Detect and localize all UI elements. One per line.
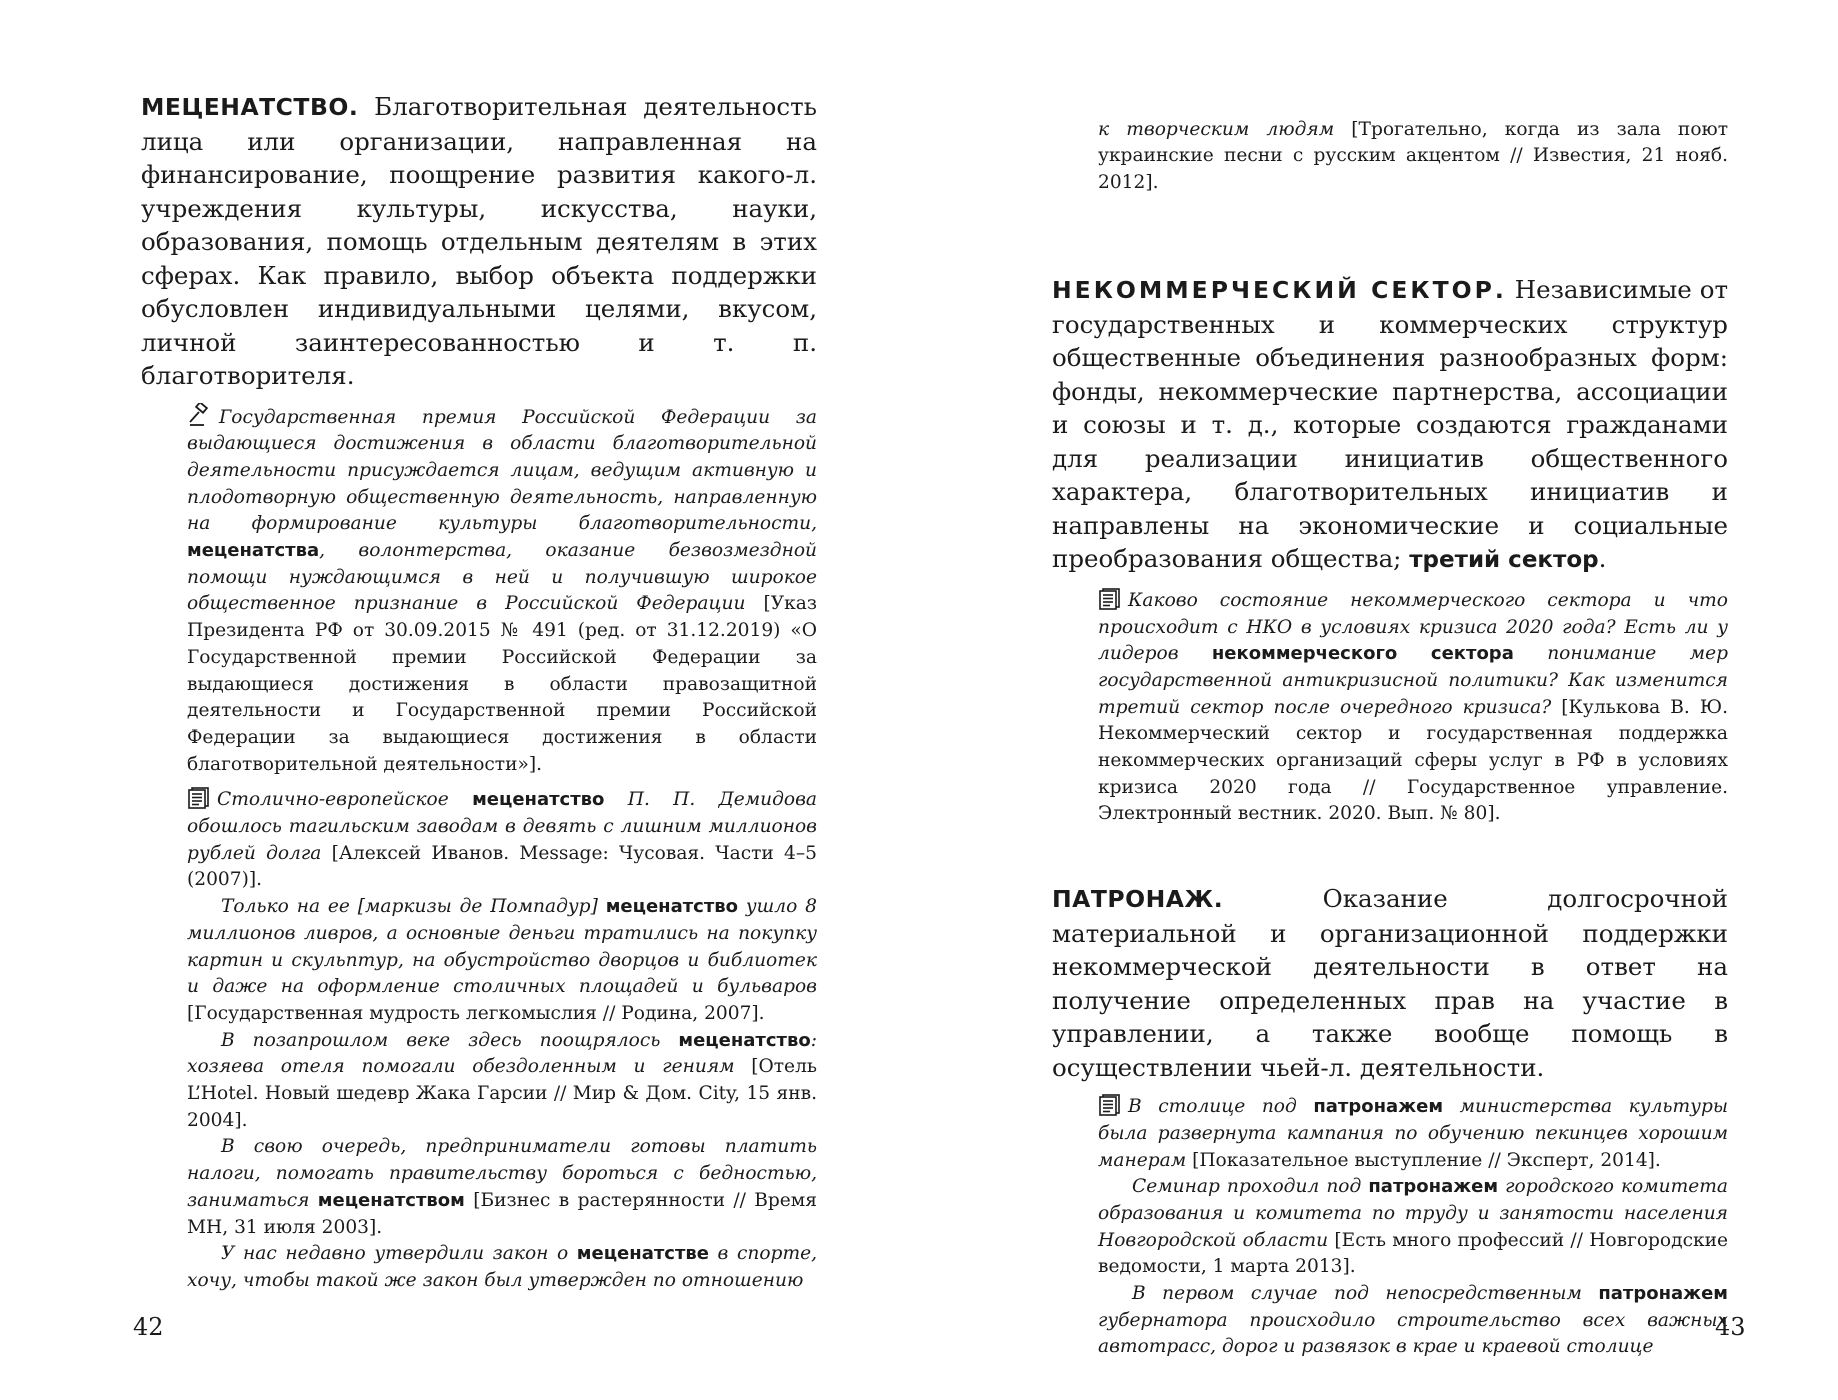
left-column bbox=[141, 90, 817, 1295]
example-text: В позапрошлом веке здесь поощрялось bbox=[221, 1029, 679, 1051]
example-text: Семинар проходил под bbox=[1132, 1176, 1369, 1198]
keyword: меценатства bbox=[187, 540, 320, 562]
example-item bbox=[187, 787, 817, 894]
example-item bbox=[1098, 1281, 1728, 1361]
example-text: У нас недавно утвердили закон о bbox=[221, 1243, 577, 1265]
example-item bbox=[1098, 1094, 1728, 1174]
synonym: третий сектор bbox=[1409, 547, 1599, 574]
page-number: 43 bbox=[1715, 1313, 1746, 1341]
keyword: меценатство bbox=[678, 1029, 811, 1051]
keyword: меценатством bbox=[317, 1189, 465, 1211]
example-item bbox=[1098, 1174, 1728, 1281]
source: [Показательное выступление // Эксперт, 2014]. bbox=[1186, 1149, 1661, 1171]
newspaper-icon bbox=[187, 787, 211, 809]
example-text: Столично-европейское bbox=[217, 789, 473, 811]
press-examples bbox=[187, 787, 817, 1294]
definition: Оказание долгосрочной материальной и организационной поддержки некоммерческой деятельности в ответ на получение определенных прав на участие в управлении, а также вообще помощь в осуществлении чьей-л. деятельности. bbox=[1052, 884, 1728, 1082]
example-text: губернатора происходило строительство всех важных автотрасс, дорог и развязок в крае и краевой столице bbox=[1098, 1309, 1728, 1358]
law-text-a: Государственная премия Российской Федерации за выдающиеся достижения в области благотворительной деятельности присуждается лицам, ведущим активную и плодотворную общественную деятельность, направленную на формирование культуры благотворительности, bbox=[187, 406, 817, 535]
headword: НЕКОММЕРЧЕСКИЙ СЕКТОР. bbox=[1052, 276, 1507, 305]
keyword: некоммерческого сектора bbox=[1211, 643, 1514, 665]
right-column bbox=[1052, 98, 1728, 1361]
source: [Кулькова В. Ю. Некоммерческий сектор и государственная поддержка некоммерческих организаций сферы услуг в РФ в условиях кризиса 2020 года // Государственное управление. Электронный вестник. 2020. Вып. № 80]. bbox=[1098, 696, 1728, 825]
example-item bbox=[1098, 588, 1728, 828]
source: [Государственная мудрость легкомыслия // Родина, 2007]. bbox=[187, 1002, 765, 1024]
example-text: Только на ее [маркизы де Помпадур] bbox=[221, 896, 606, 918]
example-text: В свою очередь, предприниматели готовы платить налоги, помогать правительству бороться с бедностью, заниматься bbox=[187, 1136, 817, 1211]
example-text: в спорте, хочу, чтобы такой же закон был утвержден по отношению bbox=[187, 1243, 817, 1291]
newspaper-icon bbox=[1098, 1094, 1122, 1116]
keyword: патронажем bbox=[1598, 1283, 1728, 1305]
synonym-end: . bbox=[1598, 544, 1607, 574]
example-text: понимание мер государственной антикризисной политики? Как изменится третий сектор после очередного кризиса? bbox=[1098, 643, 1728, 718]
definition: Независимые от государственных и коммерческих структур общественные объединения разнообразных форм: фонды, некоммерческие партнерства, ассоциации и союзы и т. д., которые создаются гражданами для реализации инициатив общественного характера, благотворительных инициатив и направлены на экономические и социальные преобразования общества; bbox=[1052, 275, 1728, 574]
source: [Есть много профессий // Новгородские ведомости, 1 марта 2013]. bbox=[1098, 1229, 1729, 1278]
right-page bbox=[919, 0, 1838, 1400]
example-text: ушло 8 миллионов ливров, а основные деньги тратились на покупку картин и скульптур, на обустройство дворцов и библиотек и даже на оформление столичных площадей и бульваров bbox=[187, 896, 817, 998]
headword: ПАТРОНАЖ. bbox=[1052, 885, 1224, 914]
source: [Указ Президента РФ от 30.09.2015 № 491 (ред. от 31.12.2019) «О Государственной премии Российской Федерации за выдающиеся достижения в области правозащитной деятельности и Государственной премии Российской Федерации за выдающиеся достижения в области благотворительной деятельности»]. bbox=[187, 593, 817, 775]
keyword: патронажем bbox=[1368, 1176, 1499, 1198]
keyword: меценатстве bbox=[576, 1243, 709, 1265]
keyword: меценатство bbox=[472, 789, 605, 811]
example-item bbox=[187, 1241, 817, 1294]
example-text: П. П. Демидова обошлось тагильским заводам в девять с лишним миллионов рублей долга bbox=[187, 789, 817, 864]
example-text: к творческим людям bbox=[1098, 118, 1335, 140]
examples-block bbox=[187, 403, 817, 1295]
example-text: городского комитета образования и комитета по труду и занятости населения Новгородской области bbox=[1098, 1176, 1728, 1251]
example-text: В столице под bbox=[1128, 1096, 1314, 1118]
gavel-icon bbox=[187, 403, 213, 427]
newspaper-icon bbox=[1098, 588, 1122, 610]
example-text: Каково состояние некоммерческого сектора и что происходит с НКО в условиях кризиса 2020 года? Есть ли у лидеров bbox=[1098, 589, 1728, 665]
example-text: В первом случае под непосредственным bbox=[1132, 1283, 1599, 1305]
law-text-b: , волонтерства, оказание безвозмездной помощи нуждающимся в ней и получившую широкое общественное признание в Российской Федерации bbox=[187, 540, 817, 615]
example-item bbox=[187, 894, 817, 1028]
entry-patronage bbox=[1052, 882, 1728, 1084]
source: [Трогательно, когда из зала поют украинские песни с русским акцентом // Известия, 21 нояб. 2012]. bbox=[1098, 118, 1728, 193]
definition: Благотворительная деятельность лица или организации, направленная на финансирование, поощрение развития какого-л. учреждения культуры, искусства, науки, образования, помощь отдельным деятелям в этих сферах. Как правило, выбор объекта поддержки обусловлен индивидуальными целями, вкусом, личной заинтересованностью и т. п. благотворителя. bbox=[141, 92, 817, 390]
headword: МЕЦЕНАТСТВО. bbox=[141, 93, 359, 121]
example-text: : хозяева отеля помогали обездоленным и гениям bbox=[187, 1029, 817, 1078]
page-number: 42 bbox=[133, 1313, 164, 1341]
keyword: меценатство bbox=[605, 896, 739, 918]
example-text: министерства культуры была развернута кампания по обучению пекинцев хорошим манерам bbox=[1098, 1096, 1728, 1171]
source: [Алексей Иванов. Message: Чусовая. Части 4–5 (2007)]. bbox=[187, 842, 817, 891]
keyword: патронажем bbox=[1313, 1096, 1444, 1118]
examples-block bbox=[1098, 1094, 1728, 1361]
examples-block bbox=[1098, 588, 1728, 828]
law-example bbox=[187, 403, 817, 779]
source: [Отель L’Hotel. Новый шедевр Жака Гарсии // Мир & Дом. City, 15 янв. 2004]. bbox=[187, 1056, 817, 1131]
entry-mecenatstvo bbox=[141, 90, 817, 393]
source: [Бизнес в растерянности // Время МН, 31 июля 2003]. bbox=[187, 1189, 817, 1238]
example-item bbox=[187, 1028, 817, 1135]
entry-nonprofit-sector bbox=[1052, 273, 1728, 578]
continued-example bbox=[1098, 117, 1728, 197]
example-item bbox=[187, 1134, 817, 1241]
